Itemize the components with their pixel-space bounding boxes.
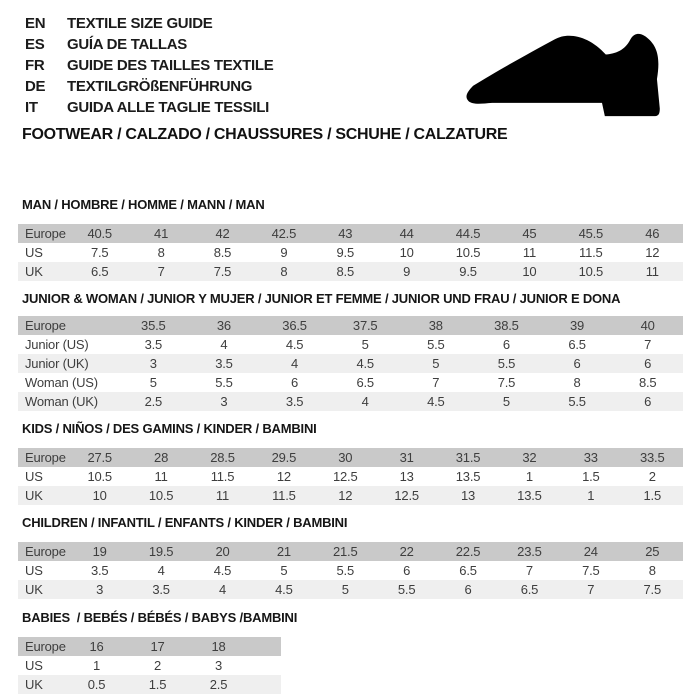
row-label: US — [18, 243, 69, 262]
size-row — [18, 542, 683, 561]
size-cell: 1 — [560, 486, 621, 505]
size-cell: 5 — [118, 373, 189, 392]
size-cell: 5.5 — [315, 561, 376, 580]
filler-cell — [249, 656, 281, 675]
junior-woman-size-table — [18, 316, 683, 411]
size-cell: 9 — [253, 243, 314, 262]
size-cell: 10 — [499, 262, 560, 281]
size-row — [18, 316, 683, 335]
size-row — [18, 335, 683, 354]
size-cell: 8.5 — [315, 262, 376, 281]
size-cell: 3 — [189, 392, 260, 411]
size-table — [18, 316, 683, 411]
size-cell: 4.5 — [330, 354, 401, 373]
size-cell: 5 — [401, 354, 472, 373]
size-cell: 5.5 — [542, 392, 613, 411]
size-cell: 42 — [192, 224, 253, 243]
size-row — [18, 637, 281, 656]
size-row — [18, 561, 683, 580]
size-cell: 4 — [192, 580, 253, 599]
section-title-junior-woman: JUNIOR & WOMAN / JUNIOR Y MUJER / JUNIOR ET FEMME / JUNIOR UND FRAU / JUNIOR E DONA — [22, 291, 621, 306]
size-cell: 8.5 — [192, 243, 253, 262]
size-cell: 1 — [66, 656, 127, 675]
section-title-kids: KIDS / NIÑOS / DES GAMINS / KINDER / BAMBINI — [22, 421, 317, 436]
row-label: UK — [18, 675, 66, 694]
size-cell: 6.5 — [330, 373, 401, 392]
size-cell: 1.5 — [127, 675, 188, 694]
size-cell: 11 — [622, 262, 683, 281]
size-cell: 4 — [130, 561, 191, 580]
row-label: Junior (UK) — [18, 354, 118, 373]
size-cell: 28 — [130, 448, 191, 467]
size-cell: 5.5 — [376, 580, 437, 599]
size-cell: 3.5 — [118, 335, 189, 354]
row-label: UK — [18, 580, 69, 599]
filler-cell — [249, 675, 281, 694]
size-cell: 2.5 — [118, 392, 189, 411]
language-code: FR — [25, 57, 45, 74]
size-cell: 12 — [622, 243, 683, 262]
size-cell: 9.5 — [315, 243, 376, 262]
size-cell: 8 — [542, 373, 613, 392]
size-cell: 11 — [130, 467, 191, 486]
size-cell: 10.5 — [437, 243, 498, 262]
size-cell: 4.5 — [401, 392, 472, 411]
size-cell: 4.5 — [259, 335, 330, 354]
row-label: Woman (UK) — [18, 392, 118, 411]
size-cell: 10.5 — [560, 262, 621, 281]
row-label: Europe — [18, 542, 69, 561]
size-cell: 3 — [118, 354, 189, 373]
language-title: GUIDA ALLE TAGLIE TESSILI — [67, 99, 269, 116]
size-cell: 31 — [376, 448, 437, 467]
size-cell: 6.5 — [499, 580, 560, 599]
language-title: GUÍA DE TALLAS — [67, 36, 187, 53]
language-code: IT — [25, 99, 38, 116]
language-header — [25, 13, 273, 118]
language-title: TEXTILGRÖßENFÜHRUNG — [67, 78, 253, 95]
size-cell: 12 — [253, 467, 314, 486]
size-cell: 5 — [253, 561, 314, 580]
size-cell: 6.5 — [69, 262, 130, 281]
size-cell: 3.5 — [189, 354, 260, 373]
size-cell: 40.5 — [69, 224, 130, 243]
size-cell: 6.5 — [437, 561, 498, 580]
size-row — [18, 262, 683, 281]
size-cell: 6 — [542, 354, 613, 373]
size-cell: 8 — [130, 243, 191, 262]
size-cell: 4 — [330, 392, 401, 411]
size-row — [18, 224, 683, 243]
size-cell: 7.5 — [471, 373, 542, 392]
size-cell: 43 — [315, 224, 376, 243]
size-cell: 5.5 — [189, 373, 260, 392]
size-cell: 29.5 — [253, 448, 314, 467]
size-cell: 1.5 — [560, 467, 621, 486]
size-cell: 5 — [471, 392, 542, 411]
size-cell: 6 — [471, 335, 542, 354]
size-cell: 11.5 — [192, 467, 253, 486]
babies-size-table — [18, 637, 281, 694]
size-cell: 3 — [188, 656, 249, 675]
language-row-es — [25, 34, 273, 55]
size-row — [18, 243, 683, 262]
size-row — [18, 354, 683, 373]
size-cell: 7 — [499, 561, 560, 580]
size-cell: 1.5 — [622, 486, 683, 505]
row-label: US — [18, 467, 69, 486]
size-table — [18, 448, 683, 505]
size-cell: 28.5 — [192, 448, 253, 467]
size-cell: 3.5 — [259, 392, 330, 411]
size-cell: 7 — [612, 335, 683, 354]
size-cell: 12.5 — [376, 486, 437, 505]
size-cell: 2 — [622, 467, 683, 486]
size-cell: 4.5 — [253, 580, 314, 599]
size-cell: 13 — [437, 486, 498, 505]
size-cell: 7.5 — [69, 243, 130, 262]
size-cell: 40 — [612, 316, 683, 335]
size-row — [18, 448, 683, 467]
size-cell: 44.5 — [437, 224, 498, 243]
size-cell: 25 — [622, 542, 683, 561]
size-cell: 8.5 — [612, 373, 683, 392]
language-row-en — [25, 13, 273, 34]
size-cell: 30 — [315, 448, 376, 467]
section-title-man: MAN / HOMBRE / HOMME / MANN / MAN — [22, 197, 265, 212]
size-cell: 6 — [437, 580, 498, 599]
size-cell: 16 — [66, 637, 127, 656]
size-cell: 21.5 — [315, 542, 376, 561]
size-cell: 5.5 — [401, 335, 472, 354]
size-cell: 5.5 — [471, 354, 542, 373]
size-cell: 45.5 — [560, 224, 621, 243]
children-size-table — [18, 542, 683, 599]
language-row-de — [25, 76, 273, 97]
size-table — [18, 542, 683, 599]
size-cell: 22.5 — [437, 542, 498, 561]
size-cell: 10.5 — [130, 486, 191, 505]
size-cell: 6 — [612, 354, 683, 373]
size-cell: 7 — [560, 580, 621, 599]
size-cell: 3.5 — [69, 561, 130, 580]
size-cell: 6 — [612, 392, 683, 411]
size-cell: 3.5 — [130, 580, 191, 599]
size-cell: 21 — [253, 542, 314, 561]
size-cell: 4 — [189, 335, 260, 354]
size-cell: 6 — [376, 561, 437, 580]
language-code: EN — [25, 15, 46, 32]
size-cell: 24 — [560, 542, 621, 561]
row-label: UK — [18, 486, 69, 505]
size-cell: 4.5 — [192, 561, 253, 580]
size-cell: 5 — [330, 335, 401, 354]
size-cell: 7.5 — [560, 561, 621, 580]
size-cell: 6 — [259, 373, 330, 392]
size-cell: 2 — [127, 656, 188, 675]
size-cell: 0.5 — [66, 675, 127, 694]
section-title-babies: BABIES / BEBÉS / BÉBÉS / BABYS /BAMBINI — [22, 610, 298, 625]
size-cell: 7.5 — [192, 262, 253, 281]
size-cell: 2.5 — [188, 675, 249, 694]
size-row — [18, 580, 683, 599]
size-cell: 5 — [315, 580, 376, 599]
size-cell: 8 — [253, 262, 314, 281]
size-cell: 12.5 — [315, 467, 376, 486]
size-cell: 23.5 — [499, 542, 560, 561]
size-cell: 8 — [622, 561, 683, 580]
row-label: Woman (US) — [18, 373, 118, 392]
size-cell: 10.5 — [69, 467, 130, 486]
size-cell: 11 — [192, 486, 253, 505]
size-table — [18, 637, 281, 694]
size-row — [18, 392, 683, 411]
filler-cell — [249, 637, 281, 656]
size-cell: 4 — [259, 354, 330, 373]
language-title: GUIDE DES TAILLES TEXTILE — [67, 57, 274, 74]
size-cell: 44 — [376, 224, 437, 243]
size-cell: 13 — [376, 467, 437, 486]
size-cell: 35.5 — [118, 316, 189, 335]
size-cell: 36.5 — [259, 316, 330, 335]
row-label: UK — [18, 262, 69, 281]
shoe-icon — [458, 28, 674, 118]
size-cell: 39 — [542, 316, 613, 335]
size-cell: 1 — [499, 467, 560, 486]
size-cell: 11.5 — [560, 243, 621, 262]
size-cell: 38.5 — [471, 316, 542, 335]
category-title: FOOTWEAR / CALZADO / CHAUSSURES / SCHUHE / CALZATURE — [22, 126, 508, 143]
section-title-children: CHILDREN / INFANTIL / ENFANTS / KINDER / BAMBINI — [22, 515, 348, 530]
row-label: Europe — [18, 224, 69, 243]
size-cell: 13.5 — [499, 486, 560, 505]
size-cell: 11 — [499, 243, 560, 262]
size-cell: 13.5 — [437, 467, 498, 486]
size-row — [18, 656, 281, 675]
language-row-it — [25, 97, 273, 118]
size-row — [18, 675, 281, 694]
size-cell: 46 — [622, 224, 683, 243]
size-cell: 7 — [130, 262, 191, 281]
size-cell: 6.5 — [542, 335, 613, 354]
size-cell: 33 — [560, 448, 621, 467]
size-cell: 10 — [376, 243, 437, 262]
size-cell: 36 — [189, 316, 260, 335]
size-table — [18, 224, 683, 281]
row-label: Europe — [18, 448, 69, 467]
size-cell: 10 — [69, 486, 130, 505]
size-cell: 38 — [401, 316, 472, 335]
size-cell: 7.5 — [622, 580, 683, 599]
size-cell: 11.5 — [253, 486, 314, 505]
size-row — [18, 373, 683, 392]
row-label: Europe — [18, 637, 66, 656]
size-cell: 45 — [499, 224, 560, 243]
size-cell: 7 — [401, 373, 472, 392]
man-size-table — [18, 224, 683, 281]
language-row-fr — [25, 55, 273, 76]
size-cell: 19 — [69, 542, 130, 561]
row-label: US — [18, 656, 66, 675]
size-cell: 31.5 — [437, 448, 498, 467]
row-label: Europe — [18, 316, 118, 335]
size-cell: 42.5 — [253, 224, 314, 243]
size-cell: 41 — [130, 224, 191, 243]
size-cell: 37.5 — [330, 316, 401, 335]
size-cell: 17 — [127, 637, 188, 656]
size-cell: 9.5 — [437, 262, 498, 281]
size-cell: 32 — [499, 448, 560, 467]
language-code: ES — [25, 36, 45, 53]
size-cell: 9 — [376, 262, 437, 281]
size-cell: 19.5 — [130, 542, 191, 561]
size-row — [18, 467, 683, 486]
size-cell: 20 — [192, 542, 253, 561]
language-code: DE — [25, 78, 46, 95]
size-row — [18, 486, 683, 505]
row-label: Junior (US) — [18, 335, 118, 354]
size-cell: 3 — [69, 580, 130, 599]
size-cell: 12 — [315, 486, 376, 505]
kids-size-table — [18, 448, 683, 505]
size-cell: 33.5 — [622, 448, 683, 467]
row-label: US — [18, 561, 69, 580]
size-cell: 22 — [376, 542, 437, 561]
size-cell: 18 — [188, 637, 249, 656]
language-title: TEXTILE SIZE GUIDE — [67, 15, 213, 32]
size-cell: 27.5 — [69, 448, 130, 467]
